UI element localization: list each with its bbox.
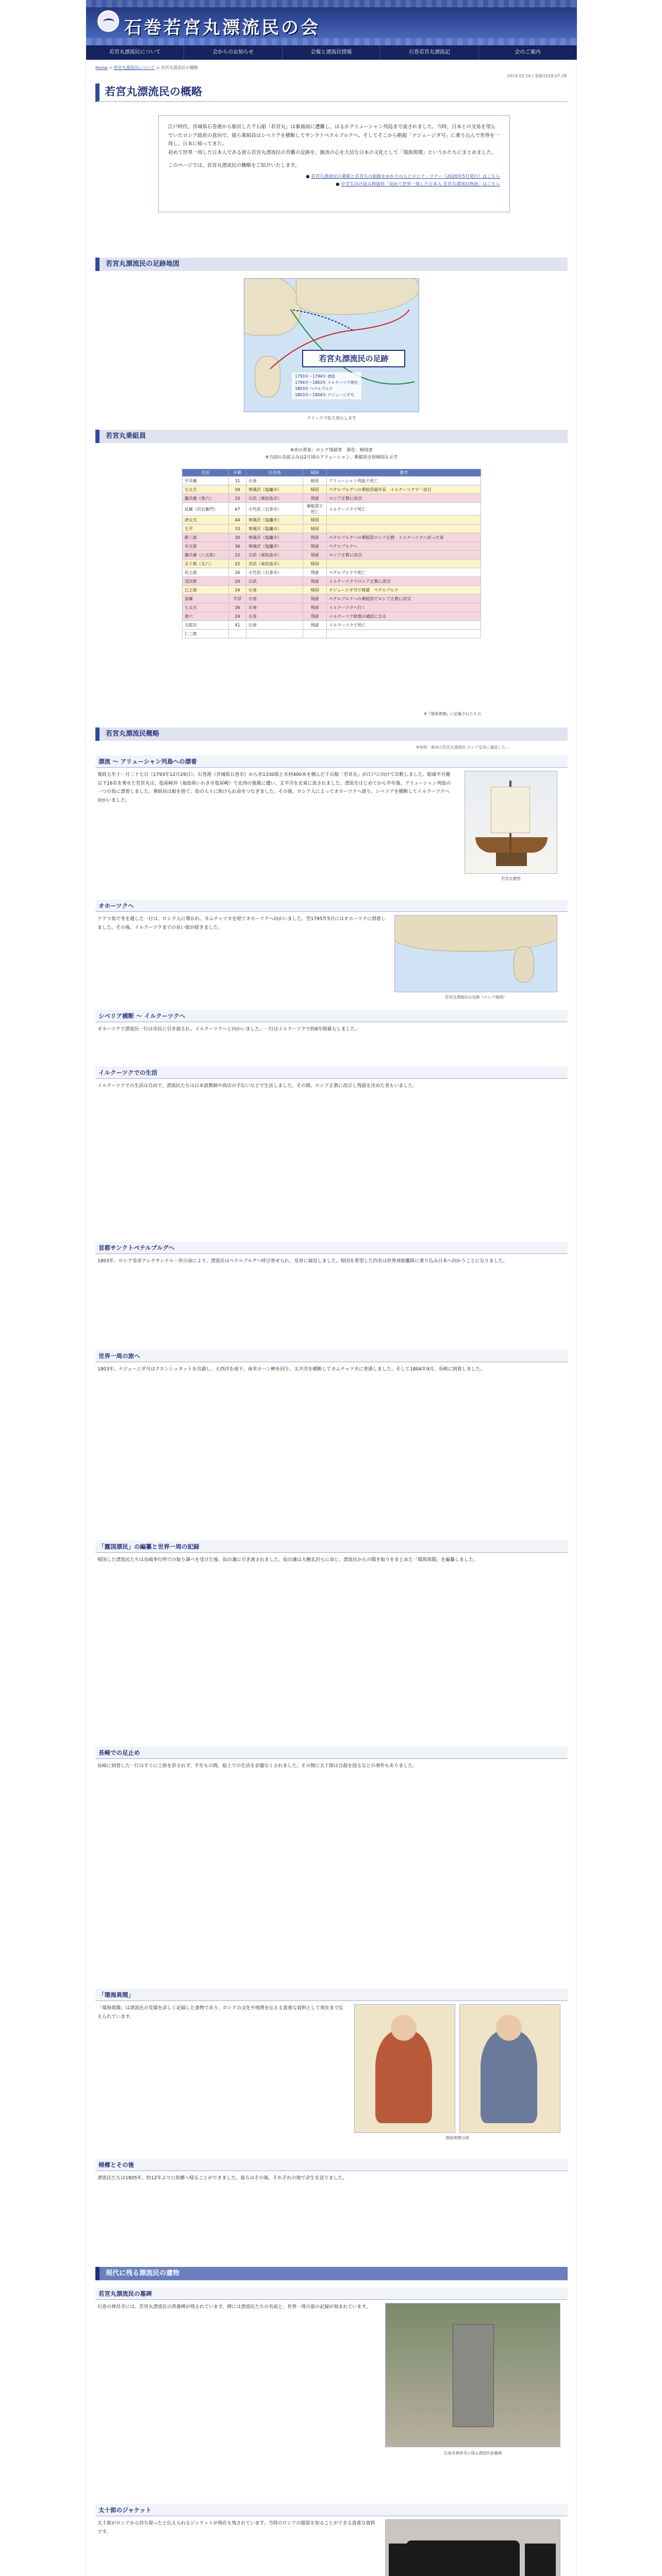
banner-wave	[86, 0, 577, 7]
roster-row	[183, 477, 481, 485]
roster-cell-return: 帰国	[303, 586, 327, 595]
roster-cell-return: 残留	[303, 595, 327, 603]
roster-col-return: 帰国	[303, 469, 327, 477]
photo-caption: 石巻市禅昌寺に残る漂流民供養碑	[443, 2451, 502, 2455]
intro-link-tour[interactable]: 若宮丸漂流民の乗組と若宮丸の航跡をゆかりの人とロシア・ツアー（2020年5月発行）はこちら	[311, 174, 500, 180]
topic-body: 「環海異聞」は漂流民の見聞を詳しく記録した書物であり、ロシアの文化や地理を伝える貴重な資料として現在まで伝えられています。	[97, 2006, 344, 2020]
roster-cell-home: 石巻	[246, 477, 303, 485]
roster-cell-note: ロシア正教に改宗	[327, 494, 481, 503]
relic-body: 石巻の禅昌寺には、若宮丸漂流民の供養碑が残されています。碑には漂流民たちの名前と、世界一周の旅の記録が刻まれています。	[97, 2304, 371, 2310]
roster-cell-name: 清蔵	[183, 595, 229, 603]
section-roster-heading: 若宮丸乗組員	[95, 430, 568, 443]
roster-legend: ※赤の背景：ロシア残留者 黄色：帰国者	[290, 448, 373, 453]
roster-cell-home: 寒風沢（塩竈市）	[246, 524, 303, 533]
map-legend-item: 1793年〜1794年 漂流	[295, 374, 336, 379]
roster-cell-age: 67	[229, 503, 246, 516]
roster-cell-home: 室浜（東松島市）	[246, 560, 303, 568]
roster-cell-note	[327, 524, 481, 533]
roster-cell-age: 44	[229, 516, 246, 524]
intro-paragraph: 江戸時代、宮城県石巻港から船出した千石船「若宮丸」は暴風雨に遭難し、はるかアリューシャン列島まで流されました。当時、日本との交易を望んでいたロシア政府の意向で、彼ら乗組員はシベリアを横断してサンクトペテルブルクへ。そしてそこから帆船「ナジェージダ号」に乗り込んで世界を一周し、日本に帰ってきた。	[168, 124, 500, 147]
roster-cell-name: 市五郎	[183, 542, 229, 551]
roster-cell-home: 石巻	[246, 603, 303, 612]
roster-row	[183, 586, 481, 595]
roster-row	[183, 533, 481, 542]
breadcrumb-home[interactable]: Home	[95, 65, 108, 70]
roster-cell-note: アリューシャン列島で死亡	[327, 477, 481, 485]
roster-cell-note: ペテルブルクへ	[327, 542, 481, 551]
topic-heading: 「環海異聞」	[95, 1989, 568, 2001]
photo-caption: 環海異聞の図	[445, 2136, 469, 2140]
roster-col-age: 年齢	[229, 469, 246, 477]
intro-link-reading[interactable]: 中学生向け読み物資料「初めて世界一周した日本人 若宮丸漂流民物語」はこちら	[341, 182, 500, 187]
roster-cell-return: 帰国	[303, 485, 327, 494]
roster-note-text: ※当初の名前よみは2月頃のアリューシャン、乗組員全員帰国も示す	[265, 454, 398, 460]
map-legend-item: 1803年〜1804年 ナジェージダ号	[295, 393, 354, 397]
topic-body: 1803年、ナジェージダ号はクロンシュタットを出港し、大西洋を南下、南米ホーン岬を回り、太平洋を横断してカムチャツカに寄港しました。そして1804年9月、長崎に到着しました。	[97, 1367, 485, 1372]
roster-row	[183, 603, 481, 612]
page-title: 若宮丸漂流民の概略	[95, 83, 568, 102]
roster-cell-age: 33	[229, 494, 246, 503]
roster-cell-return: 帰国	[303, 560, 327, 568]
main-nav	[86, 45, 577, 60]
photo-caption: 若宮丸漂流民の足跡（ロシア地図）	[445, 995, 507, 999]
roster-cell-note: ナジェージダ号で帰還 ペテルブルク	[327, 586, 481, 595]
topic-heading: シベリア横断 〜 イルクーツクへ	[95, 1010, 568, 1022]
roster-cell-home: 石巻	[246, 595, 303, 603]
roster-cell-name: 七太夫	[183, 603, 229, 612]
roster-cell-age: 41	[229, 621, 246, 630]
roster-cell-return: 残留	[303, 577, 327, 586]
map-title: 若宮丸漂流民の足跡	[302, 350, 405, 367]
roster-cell-return: 残留	[303, 603, 327, 612]
topic-heading: オホーツクへ	[95, 900, 568, 912]
roster-cell-home: 小竹浜（石巻市）	[246, 568, 303, 577]
roster-cell-name: 太十郎（太八）	[183, 560, 229, 568]
site-logo-icon[interactable]	[97, 10, 119, 32]
roster-row	[183, 516, 481, 524]
roster-cell-note: ペテルブルグへの乗組員最年長 イルクーツクで一途目	[327, 485, 481, 494]
roster-cell-home: 石巻	[246, 612, 303, 621]
roster-cell-name: 左太夫	[183, 485, 229, 494]
roster-cell-age: 22	[229, 551, 246, 560]
roster-cell-age: 26	[229, 603, 246, 612]
roster-cell-note: ロシア正教に改宗	[327, 551, 481, 560]
relic-heading: 太十郎のジャケット	[95, 2504, 568, 2516]
map-legend-item: 1803年 ペテルブルク	[295, 386, 333, 391]
roster-cell-home: 寒風沢（塩竈市）	[246, 485, 303, 494]
photo-caption: 若宮丸模型	[501, 876, 521, 881]
relic-body: 太十郎がロシアから持ち帰ったと伝えられるジャケットが現在も残されています。当時のロシアの服装を知ることができる貴重な資料です。	[97, 2521, 375, 2535]
roster-cell-name: 茂次郎	[183, 577, 229, 586]
roster-cell-name: 民之助	[183, 568, 229, 577]
roster-cell-age: 24	[229, 612, 246, 621]
roster-cell-home: 石巻	[246, 586, 303, 595]
roster-row	[183, 551, 481, 560]
roster-cell-age: 30	[229, 533, 246, 542]
roster-cell-return: 残留	[303, 621, 327, 630]
roster-cell-age: 59	[229, 485, 246, 494]
roster-row	[183, 577, 481, 586]
roster-row	[183, 630, 481, 638]
roster-cell-age: 26	[229, 568, 246, 577]
roster-col-name: 名前	[183, 469, 229, 477]
roster-note	[95, 447, 568, 461]
topic-body: イルクーツクでの生活は自由で、漂流民たちは日本語教師や商店の手伝いなどで生活しました。その間、ロシア正教に改宗し残留を決めた者もいました。	[97, 1083, 418, 1089]
site-title[interactable]: 石巻若宮丸漂流民の会	[124, 18, 320, 38]
map-legend	[292, 372, 361, 399]
map-legend-item: 1794年〜1803年 イルクーツク滞在	[295, 380, 358, 385]
roster-cell-return: 残留	[303, 612, 327, 621]
nav-item-about[interactable]: 若宮丸漂流民について	[86, 45, 184, 60]
roster-source: ※『環海異聞』に記載されたもの	[423, 711, 481, 716]
breadcrumb-parent[interactable]: 若宮丸漂流民について	[113, 65, 155, 70]
topic-body: 1803年、ロシア皇帝アレクサンドル一世の命により、漂流民はペテルブルグへ呼び寄せられ、皇帝に謁見しました。帰国を希望した四名は世界周航艦隊に乗り込み日本へ向かうことになりました。	[97, 1259, 508, 1264]
breadcrumb-current: 若宮丸漂流民の概略	[161, 65, 198, 70]
roster-cell-home: 石浜	[246, 577, 303, 586]
roster-cell-home: 石浜（東松島市）	[246, 551, 303, 560]
roster-row	[183, 524, 481, 533]
roster-cell-return: 乗組員で死亡	[303, 503, 327, 516]
roster-cell-note: イルクーツクで死亡	[327, 503, 481, 516]
topic-heading: 長崎での足止め	[95, 1747, 568, 1759]
roster-row	[183, 595, 481, 603]
topic-body: 漂流民たちは1805年、約12年ぶりに故郷へ帰ることができました。彼らはその後、それぞれの地で余生を送りました。	[97, 2176, 347, 2181]
topic-heading: 「露国漂民」の編纂と世界一周の記録	[95, 1540, 568, 1553]
roster-cell-note: ペテルブルクで死亡	[327, 568, 481, 577]
page-wrapper	[86, 0, 576, 2576]
roster-cell-return: 残留	[303, 542, 327, 551]
topic-body: 帰国した漂流民たちは長崎奉行所での取り調べを受けた後、仙台藩に引き渡されました。仙台藩は大槻玄沢らに命じ、漂流民からの聞き取りをまとめた「環海異聞」を編纂しました。	[97, 1557, 478, 1563]
roster-cell-name: 儀兵衛（善六）	[183, 494, 229, 503]
roster-cell-home: 寒風沢（塩竈市）	[246, 516, 303, 524]
roster-cell-age: 36	[229, 542, 246, 551]
section-relics-heading: 現代に残る漂流民の遺物	[95, 2267, 568, 2280]
roster-cell-note: イルクーツク総督の通訳になる	[327, 612, 481, 621]
roster-cell-return	[303, 630, 327, 638]
roster-cell-name: 仁三郎	[183, 630, 229, 638]
roster-cell-note: ペテルブルクへの乗組員でロシア正教に改宗	[327, 595, 481, 603]
portrait-scroll-left[interactable]	[354, 2004, 455, 2133]
roster-cell-return: 残留	[303, 494, 327, 503]
breadcrumb: Home > 若宮丸漂流民について > 若宮丸漂流民の概略	[95, 65, 198, 70]
intro-paragraph: このページでは、若宮丸漂流民の概略をご紹介いたします。	[168, 162, 300, 168]
roster-cell-return: 帰国	[303, 516, 327, 524]
roster-cell-age: 24	[229, 586, 246, 595]
page-dates: 2014.03.10 | 更新2018.07.28	[507, 74, 567, 78]
russia-map-image[interactable]	[394, 915, 557, 992]
relic-heading: 若宮丸漂流民の墓碑	[95, 2287, 568, 2300]
roster-cell-note: ペテルブルクへの乗組員ロシア正教 イルクーツクへ戻った者	[327, 533, 481, 542]
roster-cell-age: 22	[229, 560, 246, 568]
map-caption: クリックで拡大表示します	[307, 416, 356, 420]
roster-col-home: 出身地	[246, 469, 303, 477]
memorial-stone-photo[interactable]	[385, 2303, 560, 2447]
roster-cell-return: 残留	[303, 551, 327, 560]
intro-box: 江戸時代、宮城県石巻港から船出した千石船「若宮丸」は暴風雨に遭難し、はるかアリューシャン列島まで流されました。当時、日本との交易を望んでいたロシア政府の意向で、彼ら乗組員はシベリアを横断してサンクトペテルブルクへ。そしてそこから帆船「ナジェージダ号」に乗り込んで世界を一周し、日本に帰ってきた。 初めて世界一周した日本人である彼ら若宮丸漂流民の苦難の足跡を、親善の心を大切な日本の文化として「環海異聞」というかたちにまとめました。 このページでは、若宮丸漂流民の概略をご紹介いたします。 ● 若宮丸漂流民の乗組と若宮丸の航跡をゆかりの人とロシア・ツアー（2020年5月発行）はこちら ● 中学生向け読み物資料「初めて世界一周した日本人 若宮丸漂流民物語」はこちら	[158, 115, 510, 212]
section-summary-heading: 若宮丸漂流民概略	[95, 727, 568, 741]
summary-source: ※参照：奥州の若宮丸漂流民 ロシア皇帝に謁見した...	[416, 745, 509, 750]
nav-item-news[interactable]: 会からのお知らせ	[184, 45, 282, 60]
roster-cell-return: 残留	[303, 568, 327, 577]
roster-row	[183, 494, 481, 503]
banner-wave	[86, 38, 577, 45]
roster-row	[183, 560, 481, 568]
route-map[interactable]	[244, 278, 419, 412]
roster-row	[183, 612, 481, 621]
section-map-heading: 若宮丸漂流民の足跡地図	[95, 258, 568, 271]
roster-row	[183, 621, 481, 630]
roster-cell-note: イルクーツクで死亡	[327, 621, 481, 630]
portrait-scroll-right[interactable]	[459, 2004, 560, 2133]
roster-row	[183, 503, 481, 516]
roster-cell-age: 不詳	[229, 595, 246, 603]
roster-table	[182, 469, 481, 638]
roster-cell-name: 津太夫	[183, 516, 229, 524]
roster-cell-name: 善六	[183, 612, 229, 621]
roster-cell-note: イルクーツクへ行く	[327, 603, 481, 612]
topic-heading: イルクーツクでの生活	[95, 1066, 568, 1079]
roster-cell-name: 銀三郎	[183, 533, 229, 542]
roster-cell-note	[327, 630, 481, 638]
topic-body: オホーツクで漂流民一行は市民に引き渡され、イルクーツクへと向かいました。一行はイルクーツクで約8年間暮らしました。	[97, 1027, 360, 1032]
roster-cell-home: 寒風沢（塩竈市）	[246, 533, 303, 542]
topic-body: ナアツ島で冬を越した一行は、ロシア人に導かれ、カムチャツカを経てオホーツクへ向かいました。翌1795年5月にはオホーツクに到着しました。その後、イルクーツクまでの長い旅が続きました。	[97, 917, 386, 930]
nav-item-bulletin[interactable]: 会報と漂流民情報	[283, 45, 380, 60]
roster-cell-name: 儀兵衛（八五郎）	[183, 551, 229, 560]
roster-cell-home	[246, 630, 303, 638]
intro-paragraph: 初めて世界一周した日本人である彼ら若宮丸漂流民の苦難の足跡を、親善の心を大切な日本の文化として「環海異聞」というかたちにまとめました。	[168, 149, 496, 156]
roster-cell-name: 辰蔵（沢右衛門）	[183, 503, 229, 516]
roster-cell-name: 吉郎次	[183, 621, 229, 630]
roster-cell-name: 巳之助	[183, 586, 229, 595]
roster-cell-age: 33	[229, 524, 246, 533]
topic-body: 長崎に到着した一行はすぐに上陸を許されず、半年もの間、船上での生活を余儀なくされました。その間に太十郎は自殺を図るなどの事件もありました。	[97, 1764, 418, 1769]
roster-cell-return: 帰国	[303, 524, 327, 533]
roster-cell-name: 平兵衛	[183, 477, 229, 485]
topic-heading: 世界一周の旅へ	[95, 1350, 568, 1362]
roster-row	[183, 568, 481, 577]
topic-heading: 帰郷とその後	[95, 2159, 568, 2171]
roster-cell-age	[229, 630, 246, 638]
nav-item-guide[interactable]: 会のご案内	[479, 45, 577, 60]
roster-cell-age: 20	[229, 577, 246, 586]
nav-item-record[interactable]: 石巻若宮丸漂流記	[380, 45, 478, 60]
roster-cell-home: 石浜（東松島市）	[246, 494, 303, 503]
topic-heading: 漂流 〜 アリューシャン列島への漂着	[95, 755, 568, 768]
roster-cell-note: イルクーツクでロシア正教に改宗	[327, 577, 481, 586]
roster-row	[183, 542, 481, 551]
jacket-photo[interactable]	[385, 2519, 560, 2576]
ship-model-photo[interactable]	[465, 771, 557, 874]
roster-cell-name: 左平	[183, 524, 229, 533]
roster-cell-home: 石巻	[246, 621, 303, 630]
topic-heading: 首都サンクトペテルブルグへ	[95, 1242, 568, 1254]
roster-cell-note	[327, 516, 481, 524]
topic-body: 寛政五年十一月二十七日（1793年12月29日）、石巻港（宮城県石巻市）から米1330俵と木材400本を積んだ千石船「若宮丸」が江戸に向けて出帆しました。船頭平兵衛以下16名を乗せた若宮丸は、塩屋崎沖（福島県いわき市塩屋崎）で北西の強風に遭い、太平洋を北東に流されました。漂流をはじめてから半年後、アリューシャン列島の一つの島に漂着しました。乗組員は船を捨て、島の人々に助けられ命をつなぎました。その後、ロシア人によってオホーツクへ渡り、シベリアを横断してイルクーツクへ向かいました。	[97, 772, 451, 803]
roster-cell-age: 31	[229, 477, 246, 485]
roster-row	[183, 485, 481, 494]
roster-col-note: 備考	[327, 469, 481, 477]
roster-cell-return: 残留	[303, 533, 327, 542]
site-banner	[86, 0, 577, 45]
roster-cell-home: 寒風沢（塩竈市）	[246, 542, 303, 551]
roster-cell-return: 病死	[303, 477, 327, 485]
roster-cell-note	[327, 560, 481, 568]
roster-cell-home: 小竹浜（石巻市）	[246, 503, 303, 516]
